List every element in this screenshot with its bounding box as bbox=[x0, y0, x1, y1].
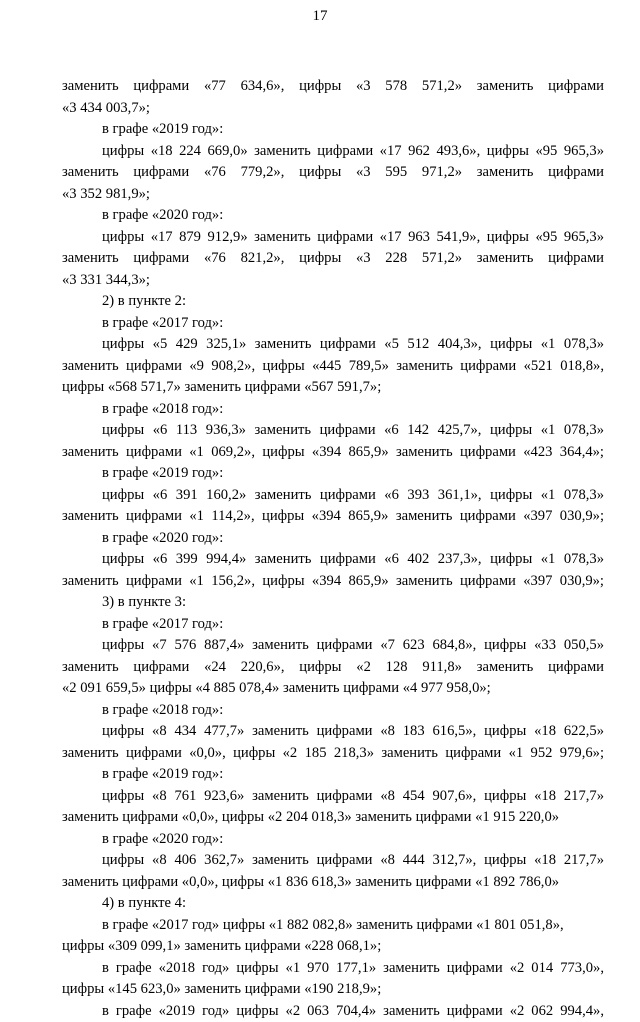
text-line: в графе «2018 год»: bbox=[62, 399, 604, 421]
text-line: заменить цифрами «76 821,2», цифры «3 228 571,2» заменить цифрами bbox=[62, 248, 604, 270]
text-line: в графе «2017 год»: bbox=[62, 614, 604, 636]
text-line: заменить цифрами «24 220,6», цифры «2 128 911,8» заменить цифрами bbox=[62, 657, 604, 679]
text-line: в графе «2019 год»: bbox=[62, 764, 604, 786]
text-line: «3 434 003,7»; bbox=[62, 98, 604, 120]
text-line: заменить цифрами «76 779,2», цифры «3 595 971,2» заменить цифрами bbox=[62, 162, 604, 184]
text-line: заменить цифрами «0,0», цифры «2 185 218,3» заменить цифрами «1 952 979,6»; bbox=[62, 743, 604, 765]
page-number: 17 bbox=[0, 8, 640, 25]
text-line: цифры «6 399 994,4» заменить цифрами «6 402 237,3», цифры «1 078,3» bbox=[62, 549, 604, 571]
text-line: в графе «2019 год» цифры «2 063 704,4» заменить цифрами «2 062 994,4», bbox=[62, 1001, 604, 1022]
text-line: цифры «145 623,0» заменить цифрами «190 218,9»; bbox=[62, 979, 604, 1001]
text-line: цифры «18 224 669,0» заменить цифрами «17 962 493,6», цифры «95 965,3» bbox=[62, 141, 604, 163]
text-line: заменить цифрами «9 908,2», цифры «445 789,5» заменить цифрами «521 018,8», bbox=[62, 356, 604, 378]
text-line: цифры «8 761 923,6» заменить цифрами «8 454 907,6», цифры «18 217,7» bbox=[62, 786, 604, 808]
text-line: цифры «17 879 912,9» заменить цифрами «17 963 541,9», цифры «95 965,3» bbox=[62, 227, 604, 249]
text-line: цифры «6 113 936,3» заменить цифрами «6 142 425,7», цифры «1 078,3» bbox=[62, 420, 604, 442]
text-line: цифры «8 406 362,7» заменить цифрами «8 444 312,7», цифры «18 217,7» bbox=[62, 850, 604, 872]
text-line: цифры «7 576 887,4» заменить цифрами «7 623 684,8», цифры «33 050,5» bbox=[62, 635, 604, 657]
text-line: цифры «5 429 325,1» заменить цифрами «5 512 404,3», цифры «1 078,3» bbox=[62, 334, 604, 356]
text-line: заменить цифрами «1 156,2», цифры «394 865,9» заменить цифрами «397 030,9»; bbox=[62, 571, 604, 593]
text-line: в графе «2017 год»: bbox=[62, 313, 604, 335]
text-line: в графе «2019 год»: bbox=[62, 463, 604, 485]
text-line: цифры «8 434 477,7» заменить цифрами «8 183 616,5», цифры «18 622,5» bbox=[62, 721, 604, 743]
text-line: заменить цифрами «0,0», цифры «1 836 618,3» заменить цифрами «1 892 786,0» bbox=[62, 872, 604, 894]
text-line: заменить цифрами «1 114,2», цифры «394 865,9» заменить цифрами «397 030,9»; bbox=[62, 506, 604, 528]
text-line: в графе «2020 год»: bbox=[62, 829, 604, 851]
text-line: «2 091 659,5» цифры «4 885 078,4» заменить цифрами «4 977 958,0»; bbox=[62, 678, 604, 700]
text-line: в графе «2020 год»: bbox=[62, 205, 604, 227]
document-body bbox=[62, 76, 604, 1022]
text-line: в графе «2018 год» цифры «1 970 177,1» заменить цифрами «2 014 773,0», bbox=[62, 958, 604, 980]
text-line: 3) в пункте 3: bbox=[62, 592, 604, 614]
text-line: цифры «568 571,7» заменить цифрами «567 591,7»; bbox=[62, 377, 604, 399]
text-line: «3 331 344,3»; bbox=[62, 270, 604, 292]
text-line: в графе «2019 год»: bbox=[62, 119, 604, 141]
text-line: в графе «2020 год»: bbox=[62, 528, 604, 550]
text-line: заменить цифрами «77 634,6», цифры «3 578 571,2» заменить цифрами bbox=[62, 76, 604, 98]
text-line: в графе «2018 год»: bbox=[62, 700, 604, 722]
text-line: 4) в пункте 4: bbox=[62, 893, 604, 915]
text-line: в графе «2017 год» цифры «1 882 082,8» заменить цифрами «1 801 051,8», bbox=[62, 915, 604, 937]
text-line: заменить цифрами «1 069,2», цифры «394 865,9» заменить цифрами «423 364,4»; bbox=[62, 442, 604, 464]
text-line: цифры «6 391 160,2» заменить цифрами «6 393 361,1», цифры «1 078,3» bbox=[62, 485, 604, 507]
text-line: 2) в пункте 2: bbox=[62, 291, 604, 313]
text-line: «3 352 981,9»; bbox=[62, 184, 604, 206]
text-line: заменить цифрами «0,0», цифры «2 204 018,3» заменить цифрами «1 915 220,0» bbox=[62, 807, 604, 829]
text-line: цифры «309 099,1» заменить цифрами «228 068,1»; bbox=[62, 936, 604, 958]
